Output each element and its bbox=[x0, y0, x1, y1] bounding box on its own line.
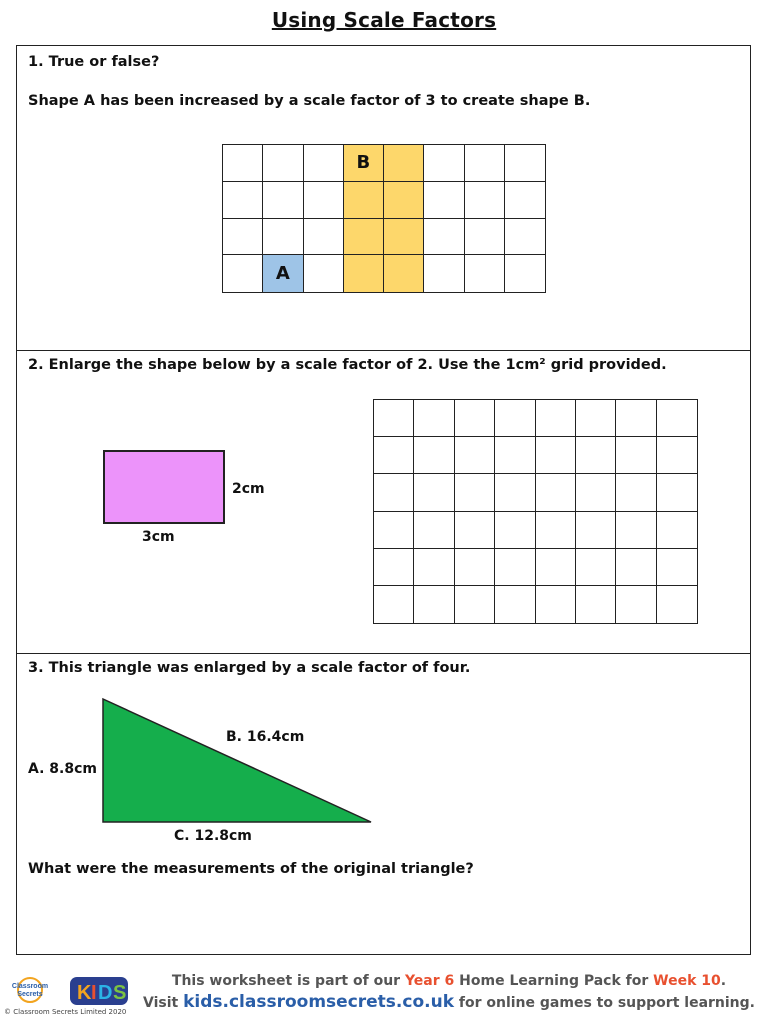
q3-question: What were the measurements of the original triangle? bbox=[28, 861, 474, 877]
q3-triangle bbox=[103, 699, 371, 822]
footer-site-link[interactable]: kids.classroomsecrets.co.uk bbox=[183, 992, 455, 1012]
q2-height-label: 2cm bbox=[232, 481, 265, 497]
footer-text: Visit bbox=[143, 995, 184, 1011]
logo-kids-d: D bbox=[98, 982, 113, 1004]
q2-text: 2. Enlarge the shape below by a scale factor of 2. Use the 1cm² grid provided. bbox=[28, 357, 667, 373]
q3-side-a-label: A. 8.8cm bbox=[28, 761, 97, 777]
shape-a-cell: A bbox=[263, 255, 303, 292]
footer-text: for online games to support learning. bbox=[454, 995, 755, 1011]
footer-year: Year 6 bbox=[404, 973, 455, 989]
footer-line-1 bbox=[130, 973, 768, 989]
footer-text: . bbox=[720, 973, 727, 989]
footer-week: Week 10 bbox=[653, 973, 721, 989]
q3-side-c-label: C. 12.8cm bbox=[174, 828, 252, 844]
classroom-secrets-kids-logo bbox=[8, 975, 132, 1007]
logo-kids-s: S bbox=[113, 982, 127, 1004]
footer-text: This worksheet is part of our bbox=[171, 973, 405, 989]
shape-b-label-cell: B bbox=[344, 145, 384, 182]
q1-heading: 1. True or false? bbox=[28, 54, 160, 70]
q2-width-label: 3cm bbox=[142, 529, 175, 545]
q1-text: Shape A has been increased by a scale factor of 3 to create shape B. bbox=[28, 93, 591, 109]
logo-text-secrets: Secrets bbox=[17, 991, 43, 998]
q3-side-b-label: B. 16.4cm bbox=[226, 729, 305, 745]
logo-kids-k: K bbox=[77, 982, 92, 1004]
logo-kids-i: I bbox=[91, 982, 97, 1004]
logo-text-classroom: Classroom bbox=[11, 983, 49, 990]
q3-text: 3. This triangle was enlarged by a scale factor of four. bbox=[28, 660, 471, 676]
footer-line-2 bbox=[130, 992, 768, 1012]
copyright-text: © Classroom Secrets Limited 2020 bbox=[4, 1008, 127, 1016]
page-title: Using Scale Factors bbox=[271, 8, 497, 32]
footer-text: Home Learning Pack for bbox=[454, 973, 654, 989]
